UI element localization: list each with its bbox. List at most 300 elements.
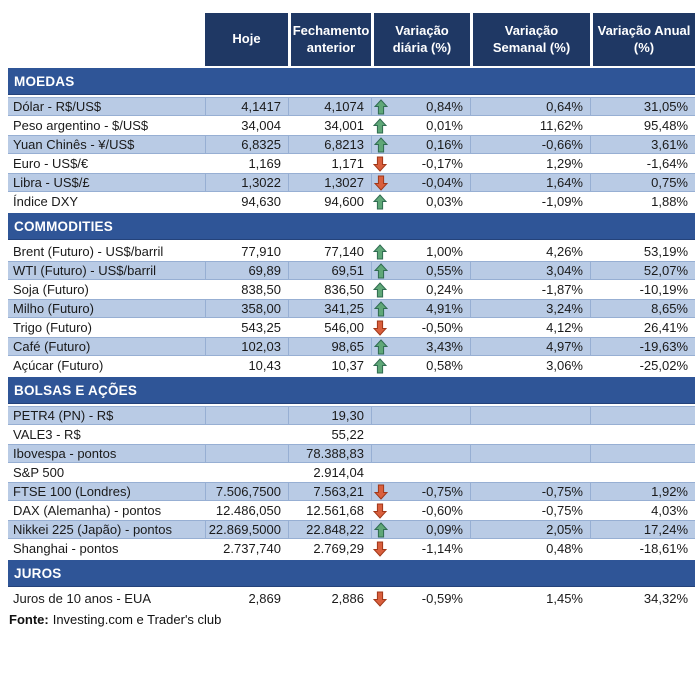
variacao-anual-value-text: 53,19% bbox=[643, 244, 688, 259]
fechamento-value bbox=[288, 407, 371, 424]
fechamento-value bbox=[288, 300, 371, 317]
row-label bbox=[8, 318, 205, 337]
fechamento-value bbox=[288, 445, 371, 462]
fechamento-value bbox=[288, 242, 371, 261]
variacao-diaria-value bbox=[371, 338, 470, 355]
row-label bbox=[8, 445, 205, 462]
row-label-text: VALE3 - R$ bbox=[13, 427, 81, 442]
table-row bbox=[8, 116, 695, 135]
variacao-semanal-value bbox=[470, 539, 590, 558]
up-arrow-icon bbox=[374, 339, 388, 355]
column-header-row bbox=[8, 13, 695, 66]
variacao-diaria-value bbox=[371, 539, 470, 558]
fechamento-value-text: 546,00 bbox=[324, 320, 364, 335]
variacao-semanal-value bbox=[470, 463, 590, 482]
header-cell-variacao-anual: Variação Anual (%) bbox=[590, 13, 695, 66]
variacao-semanal-value bbox=[470, 262, 590, 279]
variacao-semanal-value-text: 11,62% bbox=[539, 118, 583, 133]
row-label bbox=[8, 280, 205, 299]
variacao-anual-value bbox=[590, 463, 695, 482]
table-row bbox=[8, 192, 695, 211]
variacao-anual-value-text: 8,65% bbox=[651, 301, 688, 316]
source-label: Fonte: bbox=[9, 612, 49, 627]
market-quotes-table bbox=[8, 13, 695, 627]
row-label bbox=[8, 338, 205, 355]
row-label-text: Nikkei 225 (Japão) - pontos bbox=[13, 522, 172, 537]
table-row bbox=[8, 589, 695, 608]
header-spacer bbox=[8, 13, 205, 66]
hoje-value-text: 1,169 bbox=[248, 156, 281, 171]
variacao-diaria-value bbox=[371, 407, 470, 424]
variacao-semanal-value-text: 1,64% bbox=[546, 175, 583, 190]
variacao-anual-value-text: 0,75% bbox=[651, 175, 688, 190]
hoje-value-text: 12.486,050 bbox=[215, 503, 281, 518]
table-row bbox=[8, 356, 695, 375]
variacao-semanal-value-text: 0,64% bbox=[546, 99, 583, 114]
table-row bbox=[8, 463, 695, 482]
row-label bbox=[8, 483, 205, 500]
fechamento-value-text: 78.388,83 bbox=[306, 446, 364, 461]
variacao-anual-value bbox=[590, 539, 695, 558]
row-label-text: Índice DXY bbox=[13, 194, 79, 209]
variacao-semanal-value-text: -1,87% bbox=[541, 282, 583, 297]
table-row bbox=[8, 173, 695, 192]
row-label-text: S&P 500 bbox=[13, 465, 65, 480]
row-label-text: Soja (Futuro) bbox=[13, 282, 89, 297]
hoje-value-text: 7.506,7500 bbox=[215, 484, 281, 499]
variacao-anual-value bbox=[590, 98, 695, 115]
table-row bbox=[8, 539, 695, 558]
variacao-semanal-value-text: 3,06% bbox=[546, 358, 583, 373]
row-label bbox=[8, 154, 205, 173]
variacao-anual-value-text: -1,64% bbox=[646, 156, 688, 171]
hoje-value-text: 2.737,740 bbox=[223, 541, 281, 556]
table-row bbox=[8, 299, 695, 318]
hoje-value bbox=[205, 338, 288, 355]
variacao-semanal-value bbox=[470, 136, 590, 153]
variacao-diaria-value-text: 0,55% bbox=[426, 263, 463, 278]
variacao-anual-value-text: -25,02% bbox=[639, 358, 688, 373]
variacao-semanal-value-text: -1,09% bbox=[541, 194, 583, 209]
variacao-anual-value-text: -18,61% bbox=[639, 541, 688, 556]
row-label bbox=[8, 501, 205, 520]
row-label bbox=[8, 425, 205, 444]
variacao-semanal-value bbox=[470, 300, 590, 317]
hoje-value bbox=[205, 463, 288, 482]
variacao-diaria-value bbox=[371, 262, 470, 279]
hoje-value bbox=[205, 501, 288, 520]
fechamento-value bbox=[288, 463, 371, 482]
up-arrow-icon bbox=[373, 358, 387, 374]
fechamento-value-text: 7.563,21 bbox=[313, 484, 364, 499]
row-label bbox=[8, 356, 205, 375]
variacao-anual-value bbox=[590, 242, 695, 261]
table-row bbox=[8, 520, 695, 539]
row-label-text: Libra - US$/£ bbox=[13, 175, 90, 190]
down-arrow-icon bbox=[373, 503, 387, 519]
variacao-anual-value-text: 1,92% bbox=[651, 484, 688, 499]
variacao-anual-value bbox=[590, 338, 695, 355]
row-label bbox=[8, 539, 205, 558]
variacao-diaria-value bbox=[371, 445, 470, 462]
hoje-value bbox=[205, 154, 288, 173]
section-header: COMMODITIES bbox=[8, 213, 695, 240]
hoje-value-text: 22.869,5000 bbox=[208, 522, 281, 537]
fechamento-value-text: 341,25 bbox=[324, 301, 364, 316]
fechamento-value bbox=[288, 539, 371, 558]
hoje-value-text: 358,00 bbox=[241, 301, 281, 316]
header-cell-hoje: Hoje bbox=[205, 13, 288, 66]
row-label bbox=[8, 136, 205, 153]
fechamento-value-text: 6,8213 bbox=[324, 137, 364, 152]
variacao-diaria-value-text: 0,09% bbox=[426, 522, 463, 537]
row-label-text: FTSE 100 (Londres) bbox=[13, 484, 131, 499]
variacao-anual-value-text: 3,61% bbox=[651, 137, 688, 152]
fechamento-value bbox=[288, 280, 371, 299]
variacao-diaria-value-text: -0,59% bbox=[421, 591, 463, 606]
variacao-semanal-value-text: 3,24% bbox=[546, 301, 583, 316]
variacao-diaria-value-text: -0,17% bbox=[421, 156, 463, 171]
variacao-semanal-value bbox=[470, 242, 590, 261]
hoje-value bbox=[205, 242, 288, 261]
variacao-semanal-value bbox=[470, 154, 590, 173]
variacao-diaria-value bbox=[371, 521, 470, 538]
hoje-value bbox=[205, 192, 288, 211]
variacao-diaria-value bbox=[371, 589, 470, 608]
row-label-text: DAX (Alemanha) - pontos bbox=[13, 503, 162, 518]
variacao-semanal-value bbox=[470, 407, 590, 424]
row-label bbox=[8, 192, 205, 211]
variacao-diaria-value bbox=[371, 116, 470, 135]
fechamento-value bbox=[288, 338, 371, 355]
variacao-semanal-value bbox=[470, 356, 590, 375]
hoje-value-text: 10,43 bbox=[248, 358, 281, 373]
variacao-anual-value bbox=[590, 501, 695, 520]
fechamento-value bbox=[288, 136, 371, 153]
hoje-value bbox=[205, 407, 288, 424]
section-header: MOEDAS bbox=[8, 68, 695, 95]
variacao-diaria-value bbox=[371, 425, 470, 444]
fechamento-value-text: 69,51 bbox=[331, 263, 364, 278]
variacao-diaria-value bbox=[371, 136, 470, 153]
table-row bbox=[8, 425, 695, 444]
row-label-text: Dólar - R$/US$ bbox=[13, 99, 102, 114]
hoje-value bbox=[205, 589, 288, 608]
variacao-diaria-value-text: 0,84% bbox=[426, 99, 463, 114]
up-arrow-icon bbox=[374, 263, 388, 279]
variacao-semanal-value bbox=[470, 501, 590, 520]
hoje-value-text: 77,910 bbox=[241, 244, 281, 259]
down-arrow-icon bbox=[373, 320, 387, 336]
hoje-value-text: 102,03 bbox=[241, 339, 281, 354]
variacao-diaria-value-text: 0,03% bbox=[426, 194, 463, 209]
variacao-diaria-value bbox=[371, 356, 470, 375]
row-label-text: Juros de 10 anos - EUA bbox=[13, 591, 152, 606]
fechamento-value-text: 55,22 bbox=[331, 427, 364, 442]
fechamento-value bbox=[288, 318, 371, 337]
variacao-anual-value bbox=[590, 521, 695, 538]
fechamento-value-text: 1,3027 bbox=[324, 175, 364, 190]
variacao-semanal-value bbox=[470, 116, 590, 135]
fechamento-value bbox=[288, 192, 371, 211]
variacao-anual-value bbox=[590, 116, 695, 135]
hoje-value bbox=[205, 174, 288, 191]
fechamento-value-text: 22.848,22 bbox=[306, 522, 364, 537]
variacao-semanal-value bbox=[470, 521, 590, 538]
fechamento-value bbox=[288, 356, 371, 375]
row-label-text: Ibovespa - pontos bbox=[13, 446, 117, 461]
up-arrow-icon bbox=[373, 194, 387, 210]
table-row bbox=[8, 337, 695, 356]
variacao-diaria-value-text: 0,16% bbox=[426, 137, 463, 152]
hoje-value-text: 34,004 bbox=[241, 118, 281, 133]
hoje-value-text: 1,3022 bbox=[241, 175, 281, 190]
fechamento-value-text: 2.769,29 bbox=[313, 541, 364, 556]
fechamento-value bbox=[288, 154, 371, 173]
fechamento-value-text: 2.914,04 bbox=[313, 465, 364, 480]
variacao-semanal-value-text: 4,12% bbox=[546, 320, 583, 335]
variacao-semanal-value bbox=[470, 445, 590, 462]
hoje-value bbox=[205, 116, 288, 135]
row-label-text: Milho (Futuro) bbox=[13, 301, 94, 316]
variacao-semanal-value bbox=[470, 192, 590, 211]
header-cell-fechamento-anterior: Fechamento anterior bbox=[288, 13, 371, 66]
variacao-anual-value-text: 4,03% bbox=[651, 503, 688, 518]
variacao-anual-value-text: 31,05% bbox=[643, 99, 688, 114]
variacao-anual-value-text: 17,24% bbox=[643, 522, 688, 537]
up-arrow-icon bbox=[373, 282, 387, 298]
fechamento-value bbox=[288, 501, 371, 520]
variacao-anual-value bbox=[590, 262, 695, 279]
variacao-anual-value-text: 52,07% bbox=[643, 263, 688, 278]
hoje-value bbox=[205, 318, 288, 337]
hoje-value-text: 543,25 bbox=[241, 320, 281, 335]
row-label bbox=[8, 116, 205, 135]
variacao-diaria-value-text: -1,14% bbox=[421, 541, 463, 556]
row-label-text: Café (Futuro) bbox=[13, 339, 91, 354]
down-arrow-icon bbox=[374, 175, 388, 191]
table-row bbox=[8, 280, 695, 299]
fechamento-value bbox=[288, 521, 371, 538]
table-row bbox=[8, 318, 695, 337]
hoje-value bbox=[205, 539, 288, 558]
variacao-diaria-value-text: 0,24% bbox=[426, 282, 463, 297]
hoje-value bbox=[205, 425, 288, 444]
fechamento-value-text: 19,30 bbox=[331, 408, 364, 423]
variacao-anual-value bbox=[590, 356, 695, 375]
variacao-anual-value-text: 95,48% bbox=[643, 118, 688, 133]
row-label-text: Trigo (Futuro) bbox=[13, 320, 92, 335]
fechamento-value bbox=[288, 174, 371, 191]
hoje-value bbox=[205, 136, 288, 153]
fechamento-value bbox=[288, 483, 371, 500]
variacao-semanal-value bbox=[470, 425, 590, 444]
fechamento-value-text: 34,001 bbox=[324, 118, 364, 133]
up-arrow-icon bbox=[373, 244, 387, 260]
header-cell-variacao-diaria: Variação diária (%) bbox=[371, 13, 470, 66]
hoje-value-text: 94,630 bbox=[241, 194, 281, 209]
variacao-anual-value bbox=[590, 483, 695, 500]
fechamento-value-text: 77,140 bbox=[324, 244, 364, 259]
row-label bbox=[8, 463, 205, 482]
table-row bbox=[8, 135, 695, 154]
variacao-semanal-value bbox=[470, 174, 590, 191]
variacao-diaria-value bbox=[371, 242, 470, 261]
hoje-value bbox=[205, 262, 288, 279]
variacao-anual-value-text: 1,88% bbox=[651, 194, 688, 209]
variacao-diaria-value-text: 3,43% bbox=[426, 339, 463, 354]
hoje-value bbox=[205, 521, 288, 538]
variacao-semanal-value-text: 2,05% bbox=[546, 522, 583, 537]
up-arrow-icon bbox=[374, 301, 388, 317]
row-label bbox=[8, 300, 205, 317]
variacao-semanal-value bbox=[470, 318, 590, 337]
variacao-diaria-value bbox=[371, 300, 470, 317]
variacao-diaria-value-text: -0,60% bbox=[421, 503, 463, 518]
variacao-diaria-value-text: 0,01% bbox=[426, 118, 463, 133]
fechamento-value bbox=[288, 98, 371, 115]
variacao-anual-value bbox=[590, 154, 695, 173]
up-arrow-icon bbox=[373, 118, 387, 134]
fechamento-value-text: 94,600 bbox=[324, 194, 364, 209]
variacao-semanal-value-text: -0,75% bbox=[541, 484, 583, 499]
variacao-diaria-value bbox=[371, 174, 470, 191]
variacao-diaria-value-text: -0,75% bbox=[421, 484, 463, 499]
row-label bbox=[8, 521, 205, 538]
variacao-anual-value bbox=[590, 280, 695, 299]
table-body bbox=[8, 68, 695, 608]
fechamento-value bbox=[288, 116, 371, 135]
fechamento-value-text: 4,1074 bbox=[324, 99, 364, 114]
variacao-diaria-value bbox=[371, 154, 470, 173]
fechamento-value-text: 2,886 bbox=[331, 591, 364, 606]
variacao-semanal-value bbox=[470, 98, 590, 115]
source-text: Investing.com e Trader's club bbox=[52, 612, 222, 627]
variacao-diaria-value bbox=[371, 501, 470, 520]
variacao-anual-value bbox=[590, 425, 695, 444]
variacao-semanal-value-text: 4,97% bbox=[546, 339, 583, 354]
row-label-text: PETR4 (PN) - R$ bbox=[13, 408, 114, 423]
hoje-value bbox=[205, 280, 288, 299]
table-row bbox=[8, 242, 695, 261]
hoje-value bbox=[205, 483, 288, 500]
up-arrow-icon bbox=[374, 137, 388, 153]
variacao-semanal-value bbox=[470, 280, 590, 299]
variacao-semanal-value-text: -0,66% bbox=[541, 137, 583, 152]
variacao-diaria-value bbox=[371, 280, 470, 299]
row-label bbox=[8, 262, 205, 279]
variacao-anual-value bbox=[590, 300, 695, 317]
source-note bbox=[8, 612, 695, 627]
variacao-semanal-value-text: 1,29% bbox=[546, 156, 583, 171]
section-header: JUROS bbox=[8, 560, 695, 587]
table-row bbox=[8, 97, 695, 116]
variacao-anual-value-text: -19,63% bbox=[639, 339, 688, 354]
hoje-value bbox=[205, 98, 288, 115]
row-label-text: Açúcar (Futuro) bbox=[13, 358, 104, 373]
hoje-value-text: 838,50 bbox=[241, 282, 281, 297]
fechamento-value-text: 836,50 bbox=[324, 282, 364, 297]
hoje-value-text: 6,8325 bbox=[241, 137, 281, 152]
row-label-text: Shanghai - pontos bbox=[13, 541, 119, 556]
variacao-anual-value-text: 26,41% bbox=[643, 320, 688, 335]
variacao-diaria-value bbox=[371, 318, 470, 337]
hoje-value bbox=[205, 445, 288, 462]
variacao-anual-value bbox=[590, 174, 695, 191]
down-arrow-icon bbox=[373, 591, 387, 607]
variacao-diaria-value-text: 0,58% bbox=[426, 358, 463, 373]
fechamento-value bbox=[288, 589, 371, 608]
variacao-semanal-value bbox=[470, 483, 590, 500]
fechamento-value bbox=[288, 262, 371, 279]
row-label bbox=[8, 98, 205, 115]
row-label-text: Brent (Futuro) - US$/barril bbox=[13, 244, 164, 259]
down-arrow-icon bbox=[374, 484, 388, 500]
row-label bbox=[8, 589, 205, 608]
hoje-value bbox=[205, 300, 288, 317]
row-label bbox=[8, 242, 205, 261]
variacao-diaria-value-text: 4,91% bbox=[426, 301, 463, 316]
fechamento-value-text: 98,65 bbox=[331, 339, 364, 354]
up-arrow-icon bbox=[374, 99, 388, 115]
row-label bbox=[8, 407, 205, 424]
variacao-semanal-value bbox=[470, 338, 590, 355]
variacao-anual-value bbox=[590, 136, 695, 153]
up-arrow-icon bbox=[374, 522, 388, 538]
variacao-anual-value bbox=[590, 445, 695, 462]
header-cell-variacao-semanal: Variação Semanal (%) bbox=[470, 13, 590, 66]
variacao-anual-value bbox=[590, 318, 695, 337]
variacao-diaria-value bbox=[371, 192, 470, 211]
variacao-diaria-value bbox=[371, 98, 470, 115]
table-row bbox=[8, 444, 695, 463]
table-row bbox=[8, 501, 695, 520]
section-header: BOLSAS E AÇÕES bbox=[8, 377, 695, 404]
variacao-diaria-value bbox=[371, 463, 470, 482]
fechamento-value-text: 12.561,68 bbox=[306, 503, 364, 518]
variacao-semanal-value-text: 4,26% bbox=[546, 244, 583, 259]
row-label-text: WTI (Futuro) - US$/barril bbox=[13, 263, 157, 278]
row-label-text: Euro - US$/€ bbox=[13, 156, 89, 171]
variacao-semanal-value-text: 1,45% bbox=[546, 591, 583, 606]
variacao-diaria-value-text: -0,04% bbox=[421, 175, 463, 190]
variacao-diaria-value-text: -0,50% bbox=[421, 320, 463, 335]
down-arrow-icon bbox=[373, 156, 387, 172]
variacao-semanal-value-text: 3,04% bbox=[546, 263, 583, 278]
hoje-value bbox=[205, 356, 288, 375]
row-label-text: Yuan Chinês - ¥/US$ bbox=[13, 137, 135, 152]
variacao-semanal-value-text: -0,75% bbox=[541, 503, 583, 518]
table-row bbox=[8, 261, 695, 280]
table-row bbox=[8, 482, 695, 501]
variacao-semanal-value-text: 0,48% bbox=[546, 541, 583, 556]
hoje-value-text: 2,869 bbox=[248, 591, 281, 606]
variacao-diaria-value-text: 1,00% bbox=[426, 244, 463, 259]
hoje-value-text: 4,1417 bbox=[241, 99, 281, 114]
variacao-anual-value bbox=[590, 192, 695, 211]
variacao-anual-value-text: 34,32% bbox=[643, 591, 688, 606]
variacao-anual-value-text: -10,19% bbox=[639, 282, 688, 297]
table-row bbox=[8, 154, 695, 173]
table-row bbox=[8, 406, 695, 425]
row-label bbox=[8, 174, 205, 191]
row-label-text: Peso argentino - $/US$ bbox=[13, 118, 149, 133]
variacao-semanal-value bbox=[470, 589, 590, 608]
variacao-diaria-value bbox=[371, 483, 470, 500]
variacao-anual-value bbox=[590, 407, 695, 424]
variacao-anual-value bbox=[590, 589, 695, 608]
fechamento-value-text: 1,171 bbox=[331, 156, 364, 171]
